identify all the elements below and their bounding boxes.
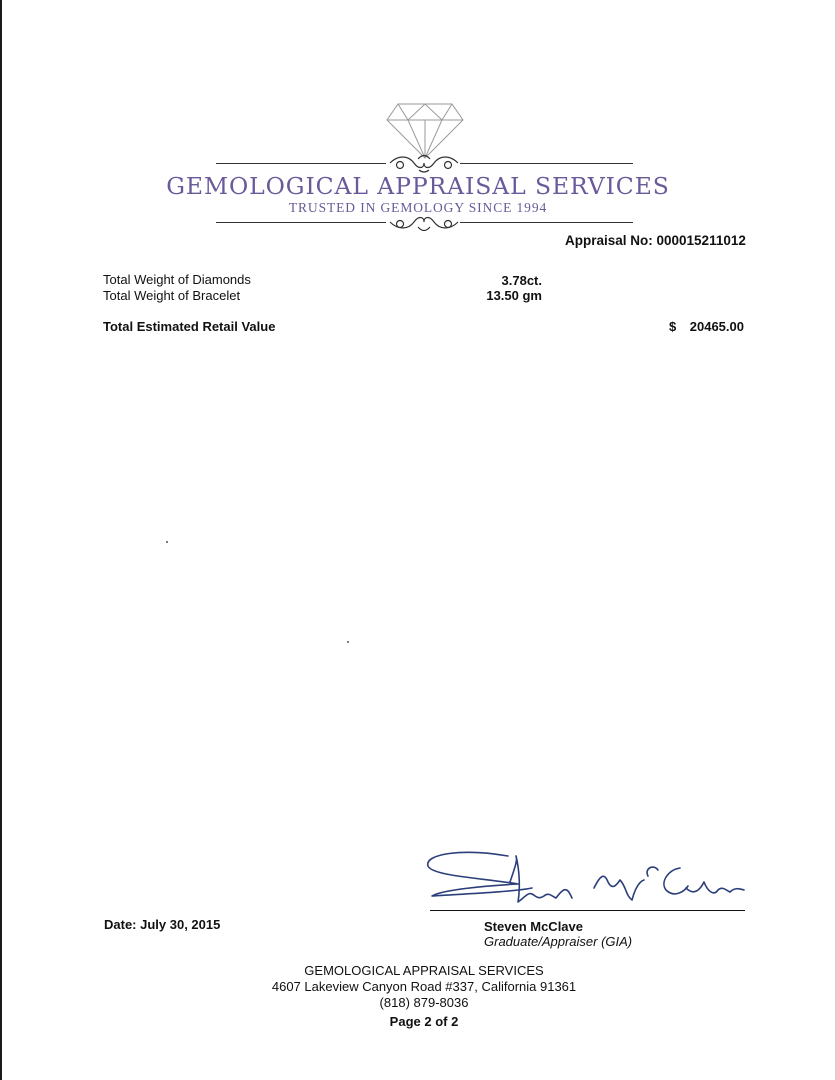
appraiser-title: Graduate/Appraiser (GIA) (484, 934, 633, 949)
page-number: Page 2 of 2 (389, 1014, 459, 1029)
logo-rule-bottom-left (216, 222, 386, 223)
scan-edge-left (0, 0, 2, 1080)
diamond-weight-value: 3.78ct. (501, 273, 542, 288)
bracelet-weight-label: Total Weight of Bracelet (103, 288, 241, 303)
logo-rule-bottom-right (460, 222, 633, 223)
handwritten-signature (422, 846, 752, 912)
logo-rule-top-right (460, 163, 633, 164)
scan-speck (166, 541, 168, 543)
logo-rule-top-left (216, 163, 386, 164)
appraisal-number: Appraisal No: 000015211012 (565, 233, 746, 248)
diamond-logo-icon (386, 103, 464, 159)
appraisal-date: Date: July 30, 2015 (104, 917, 221, 932)
ornament-flourish-bottom-icon (388, 214, 460, 236)
footer-phone: (818) 879-8036 (379, 995, 469, 1010)
footer-address: 4607 Lakeview Canyon Road #337, California 91361 (271, 979, 577, 994)
currency-symbol: $ (669, 319, 677, 334)
footer-company: GEMOLOGICAL APPRAISAL SERVICES (304, 963, 544, 978)
bracelet-weight-value: 13.50 gm (486, 288, 542, 303)
appraiser-name: Steven McClave (484, 919, 583, 934)
diamond-weight-label: Total Weight of Diamonds (103, 272, 251, 287)
company-name: GEMOLOGICAL APPRAISAL SERVICES (166, 172, 670, 200)
scan-speck (347, 641, 349, 643)
total-value-label: Total Estimated Retail Value (103, 319, 276, 334)
company-tagline: TRUSTED IN GEMOLOGY SINCE 1994 (288, 200, 548, 215)
signature-line (430, 910, 745, 911)
total-value-amount: 20465.00 (689, 319, 744, 334)
